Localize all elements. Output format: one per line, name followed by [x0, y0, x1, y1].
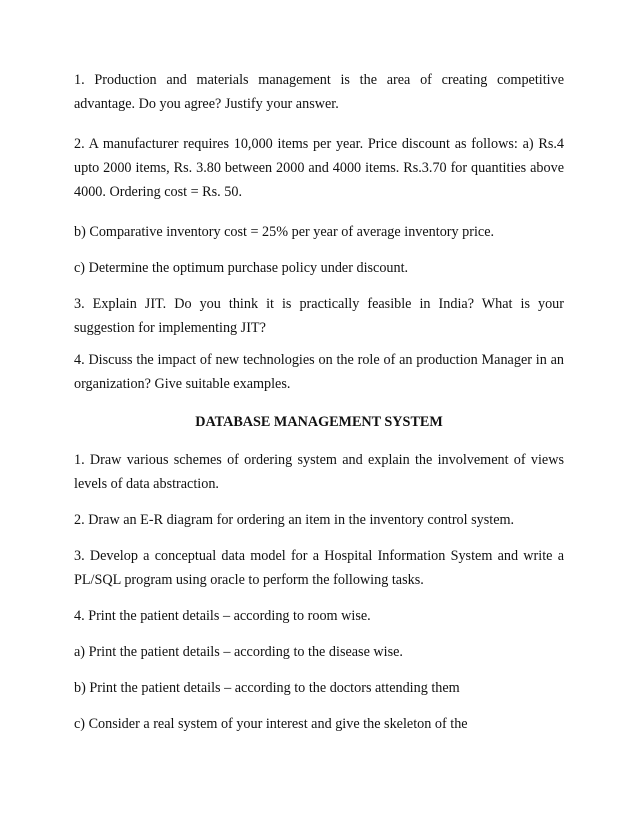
dbms-question-3: 3. Develop a conceptual data model for a Hospital Information System and write a PL/SQL program using oracle to perform the following tasks.	[74, 548, 564, 588]
question-2b-inventory-cost: b) Comparative inventory cost = 25% per year of average inventory price.	[74, 224, 495, 240]
question-1-production: 1. Production and materials management is the area of creating competitive advantage. Do you agree? Justify your answer.	[74, 72, 564, 112]
question-2c-purchase-policy: c) Determine the optimum purchase policy under discount.	[74, 260, 409, 276]
dbms-question-4b: b) Print the patient details – according to the doctors attending them	[74, 680, 460, 696]
dbms-question-1: 1. Draw various schemes of ordering system and explain the involvement of views levels of data abstraction.	[74, 452, 564, 492]
question-4-new-technologies: 4. Discuss the impact of new technologies on the role of an production Manager in an organization? Give suitable examples.	[74, 352, 564, 392]
question-2-manufacturer: 2. A manufacturer requires 10,000 items per year. Price discount as follows: a) Rs.4 upto 2000 items, Rs. 3.80 between 2000 and 4000 items. Rs.3.70 for quantities above 4000. Ordering cost = Rs. 50.	[74, 136, 564, 200]
dbms-question-4: 4. Print the patient details – according to room wise.	[74, 608, 371, 624]
question-3-jit: 3. Explain JIT. Do you think it is practically feasible in India? What is your suggestion for implementing JIT?	[74, 296, 564, 336]
dbms-question-4a: a) Print the patient details – according to the disease wise.	[74, 644, 403, 660]
dbms-question-2: 2. Draw an E-R diagram for ordering an item in the inventory control system.	[74, 512, 515, 528]
section-heading-dbms: DATABASE MANAGEMENT SYSTEM	[195, 414, 443, 430]
dbms-question-4c: c) Consider a real system of your interest and give the skeleton of the	[74, 716, 468, 732]
